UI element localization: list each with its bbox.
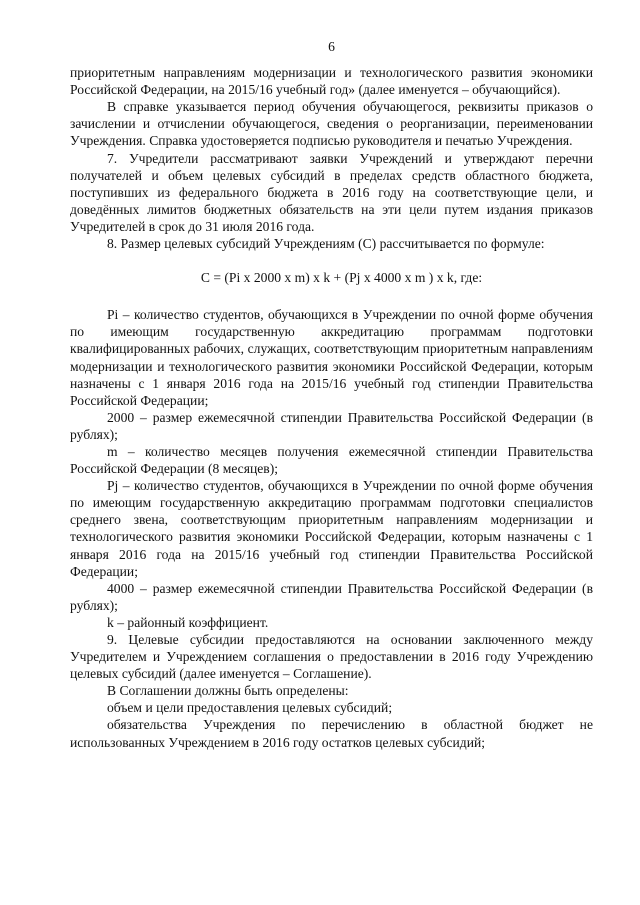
paragraph-agreement-intro: В Соглашении должны быть определены:: [107, 683, 349, 699]
definition-pj: Pj – количество студентов, обучающихся в Учреждении по очной форме обучения по имеющим государственную аккредитацию программам подготовки специалистов среднего звена, соответствующим приоритетным направлениям модернизации и технологического развития экономики Российской Федерации, которым назначены с 1 января 2016 года на 2015/16 учебный год стипендии Правительства Российской Федерации;: [70, 478, 593, 579]
definition-2000: 2000 – размер ежемесячной стипендии Правительства Российской Федерации (в рублях);: [70, 409, 593, 442]
paragraph-item-9: 9. Целевые субсидии предоставляются на основании заключенного между Учредителем и Учреждением соглашения о предоставлении в 2016 году Учреждению целевых субсидий (далее именуется – Соглашение).: [70, 632, 593, 682]
page-number: 6: [328, 39, 335, 54]
paragraph-student-definition-end: приоритетным направлениям модернизации и технологического развития экономики Российской Федерации, на 2015/16 учебный год» (далее именуется – обучающийся).: [70, 65, 593, 98]
definition-pi: Pi – количество студентов, обучающихся в Учреждении по очной форме обучения по имеющим государственную аккредитацию программам подготовки квалифицированных рабочих, служащих, соответствующим приоритетным направлениям модернизации и технологического развития экономики Российской Федерации, которым назначены с 1 января 2016 года на 2015/16 учебный год стипендии Правительства Российской Федерации;: [70, 307, 593, 408]
paragraph-item-7: 7. Учредители рассматривают заявки Учреждений и утверждают перечни получателей и объем целевых субсидий в пределах средств областного бюджета, поступивших из федерального бюджета в 2016 году на соответствующие цели, и доведённых лимитов бюджетных обязательств на эти цели путем издания приказов Учредителей в срок до 31 июля 2016 года.: [70, 150, 593, 234]
subsidy-formula: С = (Pi x 2000 x m) x k + (Pj x 4000 x m ) x k, где:: [200, 270, 483, 286]
paragraph-certificate: В справке указывается период обучения обучающегося, реквизиты приказов о зачислении и отчислении обучающегося, сведения о реорганизации, переименовании Учреждения. Справка удостоверяется подписью руководителя и печатью Учреждения.: [70, 99, 593, 149]
definition-k: k – районный коэффициент.: [107, 614, 269, 630]
paragraph-agreement-volume: объем и цели предоставления целевых субсидий;: [107, 700, 393, 716]
definition-m: m – количество месяцев получения ежемесячной стипендии Правительства Российской Федерации (8 месяцев);: [70, 443, 593, 477]
paragraph-agreement-obligations: обязательства Учреждения по перечислению в областной бюджет не использованных Учреждением в 2016 году остатков целевых субсидий;: [70, 717, 593, 750]
definition-4000: 4000 – размер ежемесячной стипендии Правительства Российской Федерации (в рублях);: [70, 580, 593, 613]
paragraph-item-8: 8. Размер целевых субсидий Учреждениям (С) рассчитывается по формуле:: [107, 236, 545, 252]
